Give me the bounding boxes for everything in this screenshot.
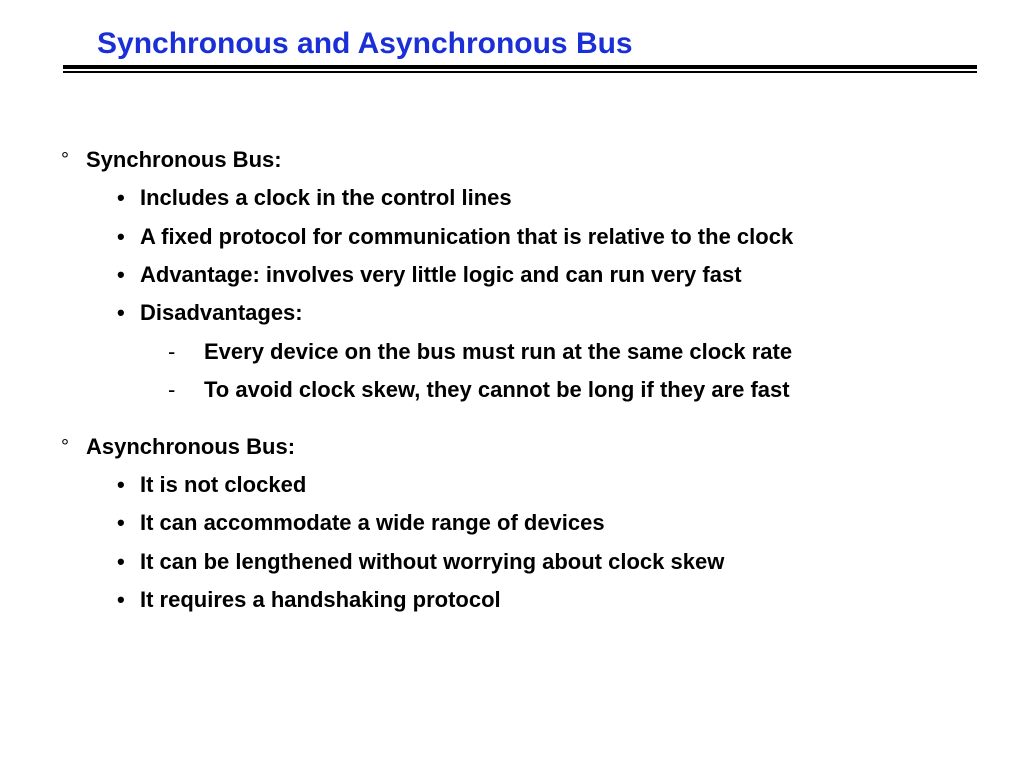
sub-list-item: Every device on the bus must run at the same clock rate — [204, 339, 793, 364]
section-marker: ° — [61, 149, 69, 171]
section-marker: ° — [61, 436, 69, 458]
list-item: Includes a clock in the control lines — [140, 185, 512, 210]
list-item: It can accommodate a wide range of devices — [140, 510, 605, 535]
section-heading-synchronous: Synchronous Bus: — [86, 147, 282, 172]
dash-marker: - — [168, 339, 176, 364]
section-heading-asynchronous: Asynchronous Bus: — [86, 434, 296, 459]
bullet-marker: • — [117, 472, 125, 497]
list-item: A fixed protocol for communication that is relative to the clock — [140, 224, 794, 249]
bullet-marker: • — [117, 262, 125, 287]
dash-marker: - — [168, 377, 176, 402]
bullet-marker: • — [117, 224, 125, 249]
bullet-marker: • — [117, 510, 125, 535]
list-item: It requires a handshaking protocol — [140, 587, 501, 612]
bullet-marker: • — [117, 300, 125, 325]
list-item: It is not clocked — [140, 472, 307, 497]
bullet-marker: • — [117, 549, 125, 574]
bullet-marker: • — [117, 185, 125, 210]
sub-list-item: To avoid clock skew, they cannot be long if they are fast — [204, 377, 790, 402]
slide-title: Synchronous and Asynchronous Bus — [97, 27, 633, 60]
title-divider-thick — [63, 65, 977, 69]
list-item: It can be lengthened without worrying about clock skew — [140, 549, 725, 574]
list-item: Advantage: involves very little logic and can run very fast — [140, 262, 742, 287]
title-divider-thin — [63, 71, 977, 73]
bullet-marker: • — [117, 587, 125, 612]
list-item: Disadvantages: — [140, 300, 303, 325]
